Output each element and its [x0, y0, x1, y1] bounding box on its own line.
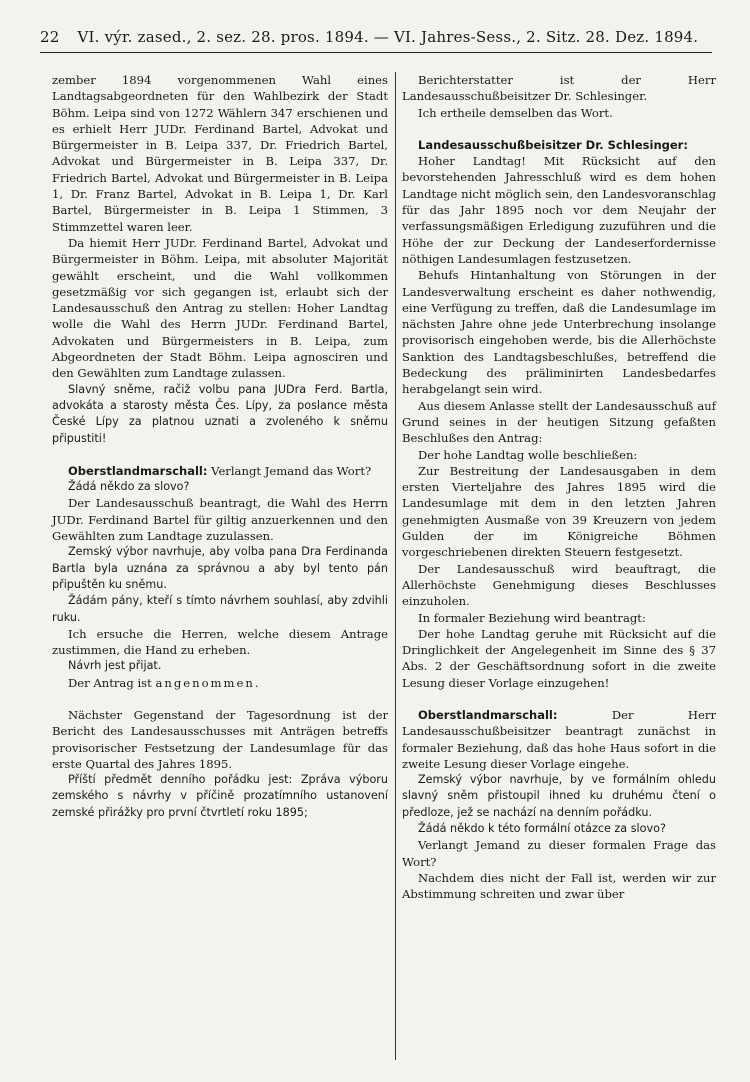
paragraph: Ich ertheile demselben das Wort.	[418, 105, 613, 120]
paragraph: Zemský výbor navrhuje, by ve formálním ohledu slavný sněm přistoupil ihned ku druhému čtení o předloze, jež se nachází na denním pořádku.	[402, 773, 716, 819]
paragraph: In formaler Beziehung wird beantragt:	[418, 610, 646, 625]
left-column	[52, 72, 388, 821]
speech-text: Der Herr Landesausschußbeisitzer beantragt zunächst in formaler Beziehung, daß das hohe Haus sofort in die zweite Lesung dieser Vorlage eingehe.	[402, 707, 716, 771]
paragraph: Slavný sněme, račiž volbu pana JUDra Ferd. Bartla, advokáta a starosty města Čes. Lípy, za poslance města České Lípy za platnou uznati a zvoleného k sněmu připustiti!	[52, 382, 388, 445]
speaker-name: Oberstlandmarschall:	[68, 463, 208, 478]
paragraph: Behufs Hintanhaltung von Störungen in der Landesverwaltung erscheint es daher nothwendig, eine Verfügung zu treffen, daß die Landesumlage im nächsten Jahre ohne jede Unterbrechung insolange provisorisch eingehoben werde, bis die Allerhöchste Sanktion des Landtagsbeschlußes, betreffend die Bedeckung des präliminirten Landesbedarfes herabgelangt sein wird.	[402, 268, 716, 397]
speaker-name: Oberstlandmarschall:	[418, 707, 558, 722]
paragraph: zember 1894 vorgenommenen Wahl eines Landtagsabgeordneten für den Wahlbezirk der Stadt Böhm. Leipa sind von 1272 Wählern 347 erschienen und es erhielt Herr JUDr. Ferdinand Bartel, Advokat und Bürgermeister in B. Leipa 337, Dr. Friedrich Bartel, Advokat und Bürgermeister in B. Leipa 337, Dr. Friedrich Bartel, Advokat und Bürgermeister in B. Leipa 1, Dr. Franz Bartel, Advokat in B. Leipa 1, Dr. Karl Bartel, Bürgermeister in B. Leipa 1 Stimmen, 3 Stimmzettel waren leer.	[52, 73, 388, 234]
paragraph: Žádá někdo za slovo?	[68, 480, 190, 494]
speaker-line	[402, 137, 716, 153]
header-title: VI. výr. zased., 2. sez. 28. pros. 1894. — VI. Jahres-Sess., 2. Sitz. 28. Dez. 1894.	[77, 28, 699, 46]
speaker-name: Landesausschußbeisitzer Dr. Schlesinger:	[418, 137, 688, 152]
paragraph: Der Landesausschuß beantragt, die Wahl des Herrn JUDr. Ferdinand Bartel für giltig anzuerkennen und den Gewählten zum Landtage zuzulassen.	[52, 496, 388, 544]
speech-text: Verlangt Jemand das Wort?	[211, 463, 372, 478]
running-header	[40, 28, 710, 50]
paragraph: Zemský výbor navrhuje, aby volba pana Dra Ferdinanda Bartla byla uznána za správnou a aby byl tento pán připuštěn ku sněmu.	[52, 545, 388, 591]
paragraph: Nachdem dies nicht der Fall ist, werden wir zur Abstimmung schreiten und zwar über	[402, 870, 716, 902]
paragraph: Zur Bestreitung der Landesausgaben in dem ersten Vierteljahre des Jahres 1895 wird die Landesumlage mit dem in den letzten Jahren genehmigten Ausmaße von 39 Kreuzern von jedem Gulden der im Königreiche Böhmen vorgeschriebenen direkten Steuern festgesetzt.	[402, 463, 716, 560]
paragraph: Žádá někdo k této formální otázce za slovo?	[418, 822, 666, 836]
paragraph: Der hohe Landtag wolle beschließen:	[418, 447, 638, 462]
paragraph: Der hohe Landtag geruhe mit Rücksicht auf die Dringlichkeit der Angelegenheit im Sinne des § 37 Abs. 2 der Geschäftsordnung sofort in die zweite Lesung dieser Vorlage einzugehen!	[402, 626, 716, 690]
paragraph: Žádám pány, kteří s tímto návrhem souhlasí, aby zdvihli ruku.	[52, 594, 388, 624]
emphasis: angenommen.	[155, 675, 261, 690]
speech	[402, 707, 716, 772]
page-number: 22	[40, 28, 60, 46]
right-column	[402, 72, 716, 903]
sentence-start: Der Antrag ist	[68, 675, 152, 690]
paragraph: Nächster Gegenstand der Tagesordnung ist der Bericht des Landesausschusses mit Anträgen betreffs provisorischer Festsetzung der Landesumlage für das erste Quartal des Jahres 1895.	[52, 707, 388, 771]
paragraph: Hoher Landtag! Mit Rücksicht auf den bevorstehenden Jahresschluß wird es dem hohen Landtage nicht möglich sein, den Landesvoranschlag für das Jahr 1895 noch vor dem Neujahr der verfassungsmäßigen Erledigung zuzuführen und die Höhe der zur Deckung der Landeserfordernisse nöthigen Landesumlagen festzusetzen.	[402, 154, 716, 266]
paragraph: Der Landesausschuß wird beauftragt, die Allerhöchste Genehmigung dieses Beschlusses einzuholen.	[402, 561, 716, 609]
column-divider	[395, 72, 396, 1060]
paragraph: Aus diesem Anlasse stellt der Landesausschuß auf Grund seines in der heutigen Sitzung gefaßten Beschlußes den Antrag:	[402, 398, 716, 446]
paragraph: Verlangt Jemand zu dieser formalen Frage das Wort?	[402, 838, 716, 869]
paragraph: Návrh jest přijat.	[68, 659, 162, 673]
paragraph: Da hiemit Herr JUDr. Ferdinand Bartel, Advokat und Bürgermeister in Böhm. Leipa, mit absoluter Majorität gewählt erscheint, und die Wahl vollkommen gesetzmäßig vor sich gegangen ist, erlaubt sich der Landesausschuß den Antrag zu stellen: Hoher Landtag wolle die Wahl des Herrn JUDr. Ferdinand Bartel, Advokaten und Bürgermeisters in B. Leipa, zum Abgeordneten der Stadt Böhm. Leipa agnosciren und den Gewählten zum Landtage zulassen.	[52, 235, 388, 381]
speech	[52, 463, 388, 479]
paragraph	[52, 675, 388, 691]
paragraph: Příští předmět denního pořádku jest: Zpráva výboru zemského s návrhy v příčině prozatímního ustanovení zemské přirážky pro první čtvrtletí roku 1895;	[52, 773, 388, 819]
paragraph: Ich ersuche die Herren, welche diesem Antrage zustimmen, die Hand zu erheben.	[52, 626, 388, 658]
header-rule	[40, 52, 712, 53]
paragraph: Berichterstatter ist der Herr Landesausschußbeisitzer Dr. Schlesinger.	[402, 73, 716, 104]
